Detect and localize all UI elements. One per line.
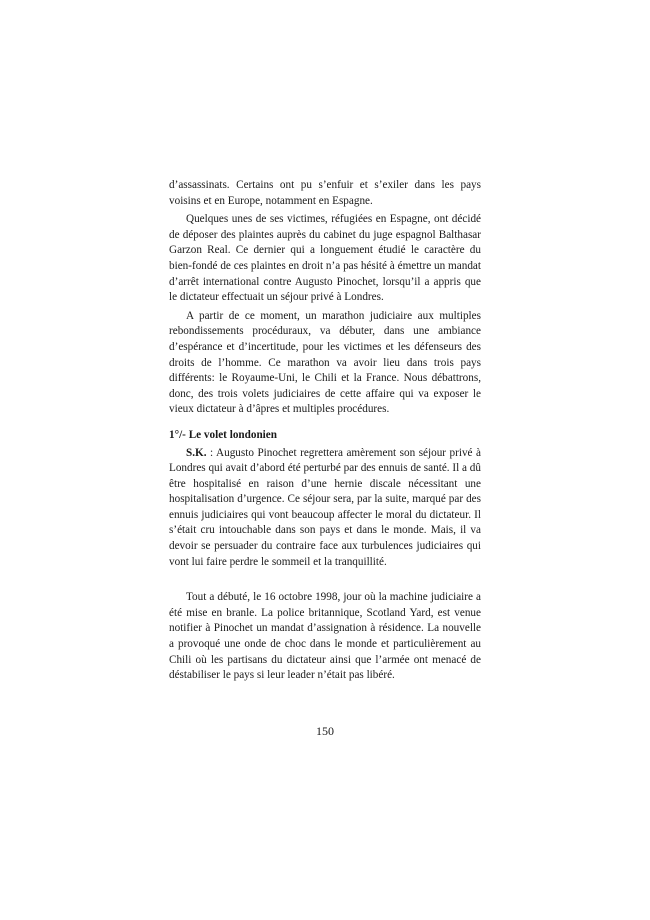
paragraph-judicial-marathon: A partir de ce moment, un marathon judiciaire aux multiples rebondissements procéduraux, va débuter, dans une ambiance d’espérance et d’incertitude, pour les victimes et les défenseurs des droits de l’homme. Ce marathon va avoir lieu dans trois pays différents: le Royaume-Uni, le Chili et la France. Nous débattrons, donc, des trois volets judiciaires de cette affaire qui va exposer le vieux dictateur à d’âpres et multiples procédures. <box>169 309 481 416</box>
paragraph-london-stay-text: : Augusto Pinochet regrettera amèrement son séjour privé à Londres qui avait d’abord été perturbé par des ennuis de santé. Il a dû être hospitalisé en raison d’une hernie discale nécessitant une hospitalisation d’urgence. Ce séjour sera, par la suite, marqué par des ennuis judiciaires qui vont beaucoup affecter le moral du dictateur. Il s’était cru intouchable dans son pays et dans le monde. Mais, il va devoir se persuader du contraire face aux turbulences judiciaires qui vont lui faire perdre le sommeil et la tranquillité. <box>169 446 481 568</box>
speaker-initials: S.K. <box>186 446 207 459</box>
paragraph-arrest: Tout a débuté, le 16 octobre 1998, jour où la machine judiciaire a été mise en branle. La police britannique, Scotland Yard, est venue notifier à Pinochet un mandat d’assignation à résidence. La nouvelle a provoqué une onde de choc dans le monde et particulièrement au Chili où les partisans du dictateur ainsi que l’armée ont menacé de déstabiliser le pays si leur leader n’était pas libéré. <box>169 591 481 682</box>
page-body <box>169 178 481 684</box>
paragraph-victims-complaints: Quelques unes de ses victimes, réfugiées en Espagne, ont décidé de déposer des plaintes auprès du cabinet du juge espagnol Balthasar Garzon Real. Ce dernier qui a longuement étudié le caractère du bien-fondé de ces plaintes en droit n’a pas hésité à émettre un mandat d’arrêt international contre Augusto Pinochet, lorsqu’il a appris que le dictateur effectuait un séjour privé à Londres. <box>169 213 481 304</box>
paragraph-intro-continuation: d’assassinats. Certains ont pu s’enfuir et s’exiler dans les pays voisins et en Europe, notamment en Espagne. <box>169 179 481 207</box>
page-number: 150 <box>316 724 334 738</box>
paragraph-london-stay <box>169 446 481 571</box>
section-heading: 1°/- Le volet londonien <box>169 428 277 441</box>
